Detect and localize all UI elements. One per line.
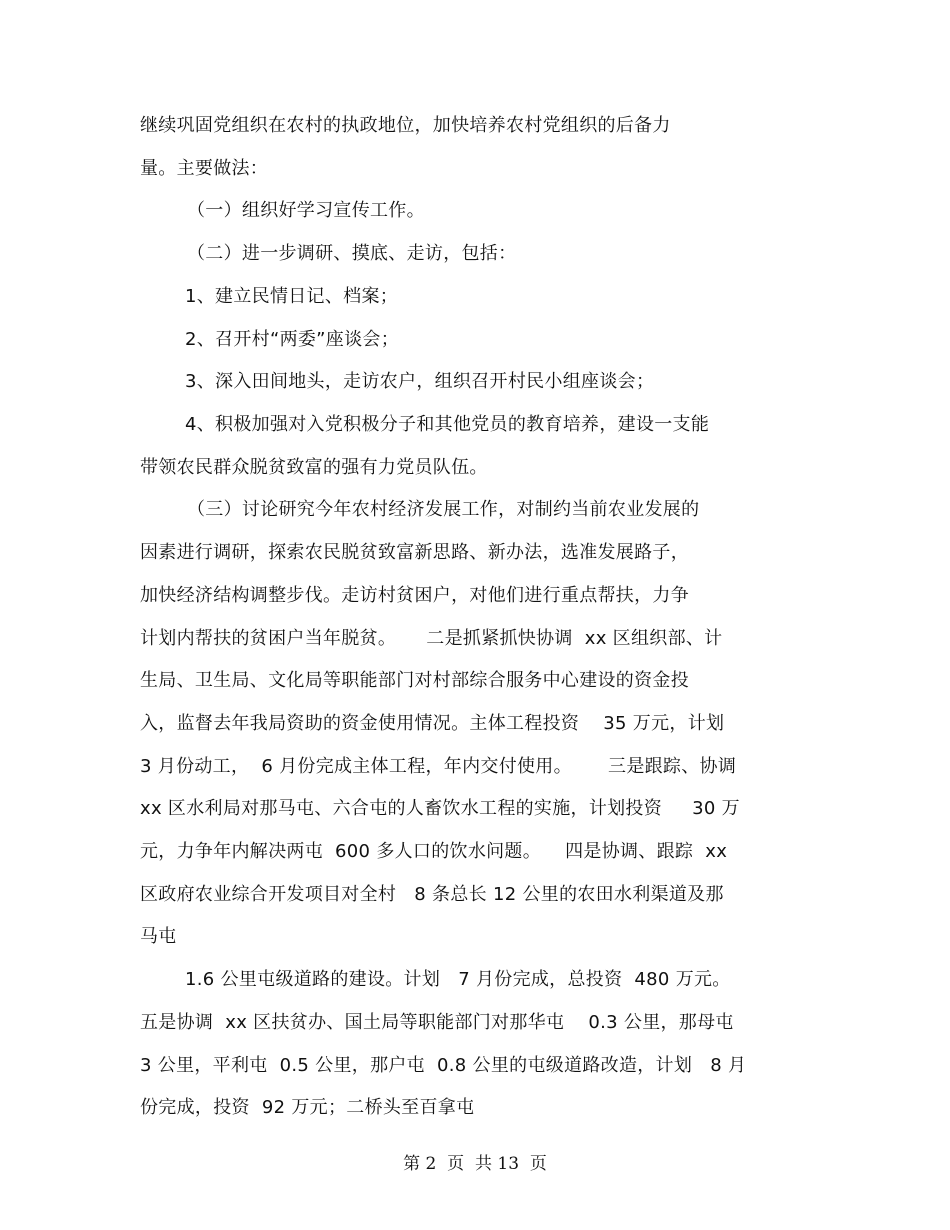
text-line: 加快经济结构调整步伐。走访村贫困户，对他们进行重点帮扶，力争 (140, 585, 689, 606)
list-item: 1、建立民情日记、档案； (185, 286, 399, 307)
section-heading: （一）组织好学习宣传工作。 (187, 200, 425, 221)
text-line: 计划内帮扶的贫困户当年脱贫。 二是抓紧抓快协调 xx 区组织部、计 (140, 628, 723, 649)
text-line: 入，监督去年我局资助的资金使用情况。主体工程投资 35 万元，计划 (140, 713, 725, 734)
list-item: 4、积极加强对入党积极分子和其他党员的教育培养，建设一支能 (185, 414, 710, 435)
text-line: xx 区水利局对那马屯、六合屯的人畜饮水工程的实施，计划投资 30 万 (140, 798, 740, 819)
text-line: 生局、卫生局、文化局等职能部门对村部综合服务中心建设的资金投 (140, 670, 689, 691)
text-line: 带领农民群众脱贫致富的强有力党员队伍。 (140, 457, 488, 478)
section-heading: （二）进一步调研、摸底、走访，包括： (187, 243, 517, 264)
section-heading: （三）讨论研究今年农村经济发展工作，对制约当前农业发展的 (187, 499, 700, 520)
text-line: 1.6 公里屯级道路的建设。计划 7 月份完成，总投资 480 万元。 (185, 969, 731, 990)
text-line: 量。主要做法： (140, 158, 269, 179)
list-item: 2、召开村“两委”座谈会； (185, 329, 400, 350)
text-line: 区政府农业综合开发项目对全村 8 条总长 12 公里的农田水利渠道及那 (140, 884, 724, 905)
text-line: 继续巩固党组织在农村的执政地位，加快培养农村党组织的后备力 (140, 115, 671, 136)
text-line: 元，力争年内解决两屯 600 多人口的饮水问题。 四是协调、跟踪 xx (140, 841, 728, 862)
list-item: 3、深入田间地头，走访农户，组织召开村民小组座谈会； (185, 371, 655, 392)
text-line: 3 月份动工， 6 月份完成主体工程，年内交付使用。 三是跟踪、协调 (140, 756, 737, 777)
text-line: 马屯 (140, 926, 177, 947)
page-number-footer: 第 2 页 共 13 页 (403, 1154, 547, 1174)
text-line: 3 公里，平利屯 0.5 公里，那户屯 0.8 公里的屯级道路改造，计划 8 月 (140, 1055, 747, 1076)
text-line: 份完成，投资 92 万元；二桥头至百拿屯 (140, 1097, 475, 1118)
text-line: 因素进行调研，探索农民脱贫致富新思路、新办法，选准发展路子， (140, 542, 689, 563)
text-line: 五是协调 xx 区扶贫办、国土局等职能部门对那华屯 0.3 公里，那母屯 (140, 1012, 734, 1033)
